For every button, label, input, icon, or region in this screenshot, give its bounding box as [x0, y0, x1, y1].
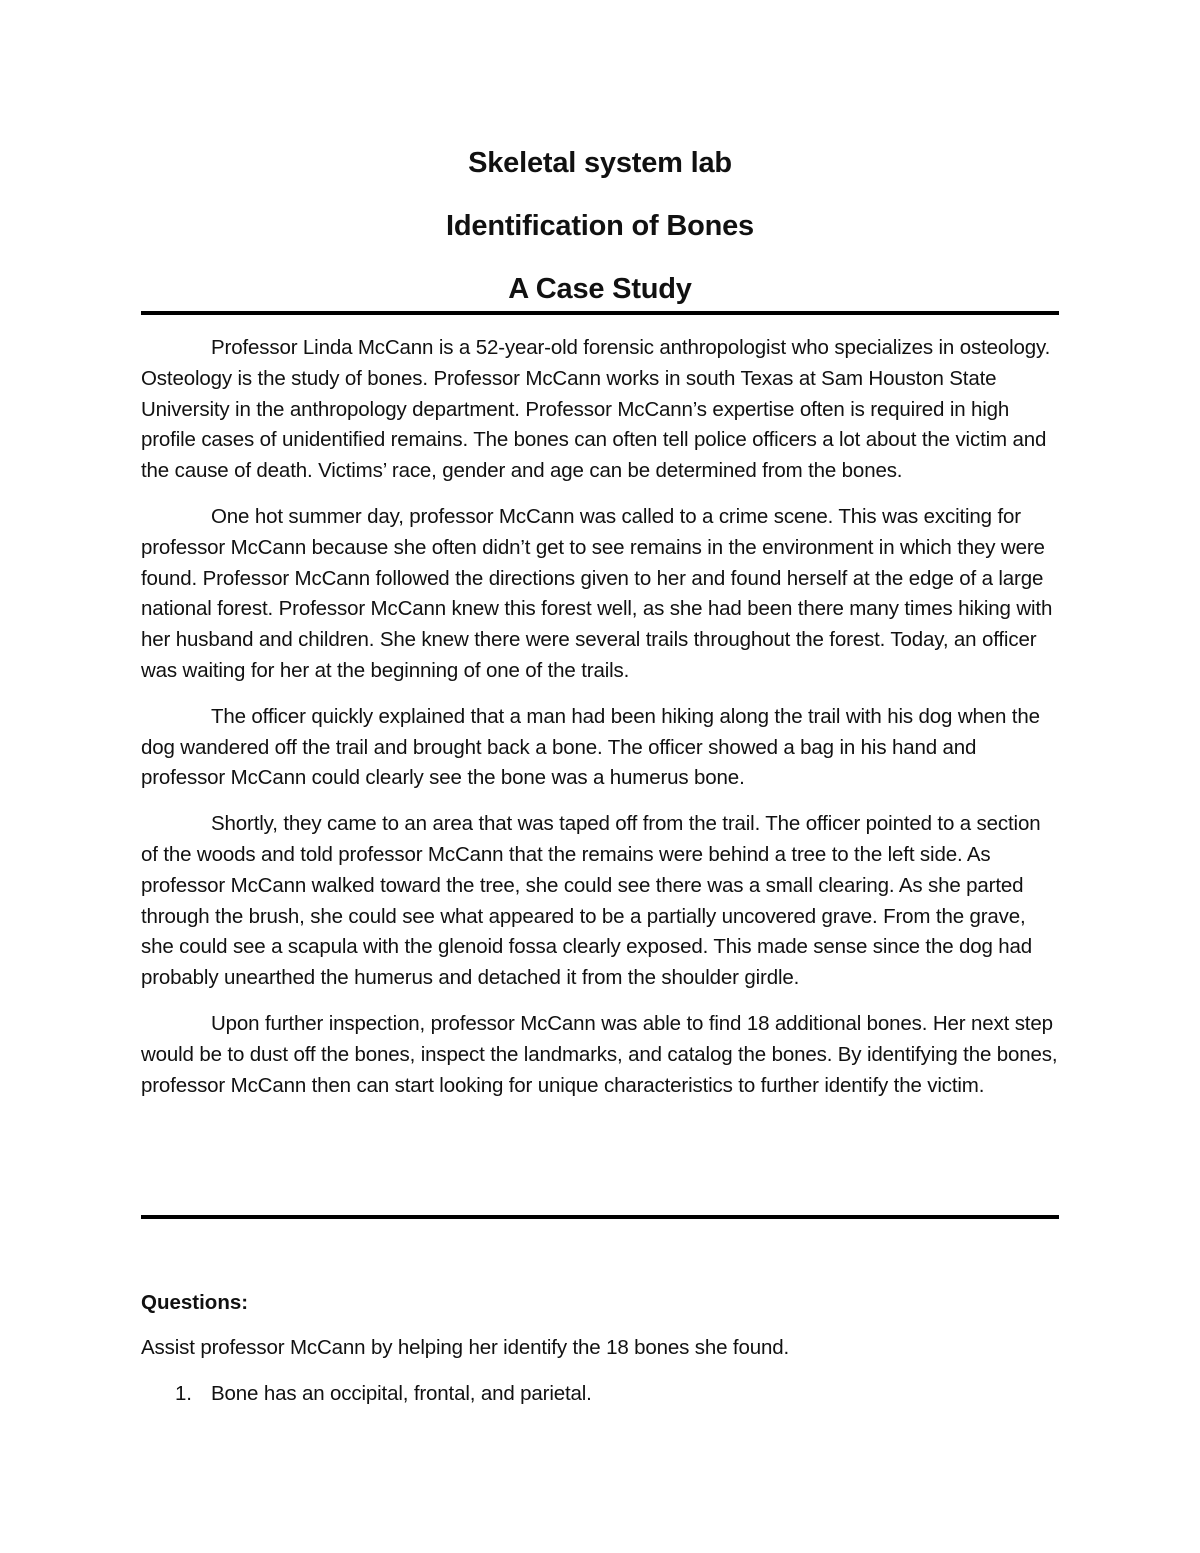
question-item	[141, 1379, 592, 1409]
title-block	[141, 145, 1059, 315]
paragraph: Upon further inspection, professor McCann was able to find 18 additional bones. Her next step would be to dust off the bones, inspect the landmarks, and catalog the bones. By identifying the bones, professor McCann then can start looking for unique characteristics to further identify the victim.	[141, 1011, 1058, 1097]
document-title: Skeletal system lab	[468, 147, 732, 179]
question-list	[141, 1379, 592, 1409]
top-divider	[141, 311, 1059, 315]
paragraph: One hot summer day, professor McCann was called to a crime scene. This was exciting for professor McCann because she often didn’t get to see remains in the environment in which they were found. Professor McCann followed the directions given to her and found herself at the edge of a large national forest. Professor McCann knew this forest well, as she had been there many times hiking with her husband and children. She knew there were several trails throughout the forest. Today, an officer was waiting for her at the beginning of one of the trails.	[141, 504, 1053, 682]
questions-intro: Assist professor McCann by helping her identify the 18 bones she found.	[141, 1336, 790, 1359]
case-study-text	[141, 333, 1059, 1116]
question-number: 1.	[175, 1382, 192, 1405]
paragraph: Shortly, they came to an area that was taped off from the trail. The officer pointed to a section of the woods and told professor McCann that the remains were behind a tree to the left side. As professor McCann walked toward the tree, she could see there was a small clearing. As she parted through the brush, she could see what appeared to be a partially uncovered grave. From the grave, she could see a scapula with the glenoid fossa clearly exposed. This made sense since the dog had probably unearthed the humerus and detached it from the shoulder girdle.	[141, 812, 1041, 990]
document-subtitle: Identification of Bones	[446, 210, 754, 242]
paragraph: Professor Linda McCann is a 52-year-old forensic anthropologist who specializes in osteology. Osteology is the study of bones. Professor McCann works in south Texas at Sam Houston State University in the anthropology department. Professor McCann’s expertise often is required in high profile cases of unidentified remains. The bones can often tell police officers a lot about the victim and the cause of death. Victims’ race, gender and age can be determined from the bones.	[141, 336, 1051, 483]
bottom-divider	[141, 1215, 1059, 1219]
questions-heading: Questions:	[141, 1291, 249, 1314]
document-heading-case-study: A Case Study	[508, 273, 692, 305]
question-text: Bone has an occipital, frontal, and parietal.	[211, 1382, 592, 1405]
paragraph: The officer quickly explained that a man had been hiking along the trail with his dog when the dog wandered off the trail and brought back a bone. The officer showed a bag in his hand and professor McCann could clearly see the bone was a humerus bone.	[141, 704, 1040, 790]
